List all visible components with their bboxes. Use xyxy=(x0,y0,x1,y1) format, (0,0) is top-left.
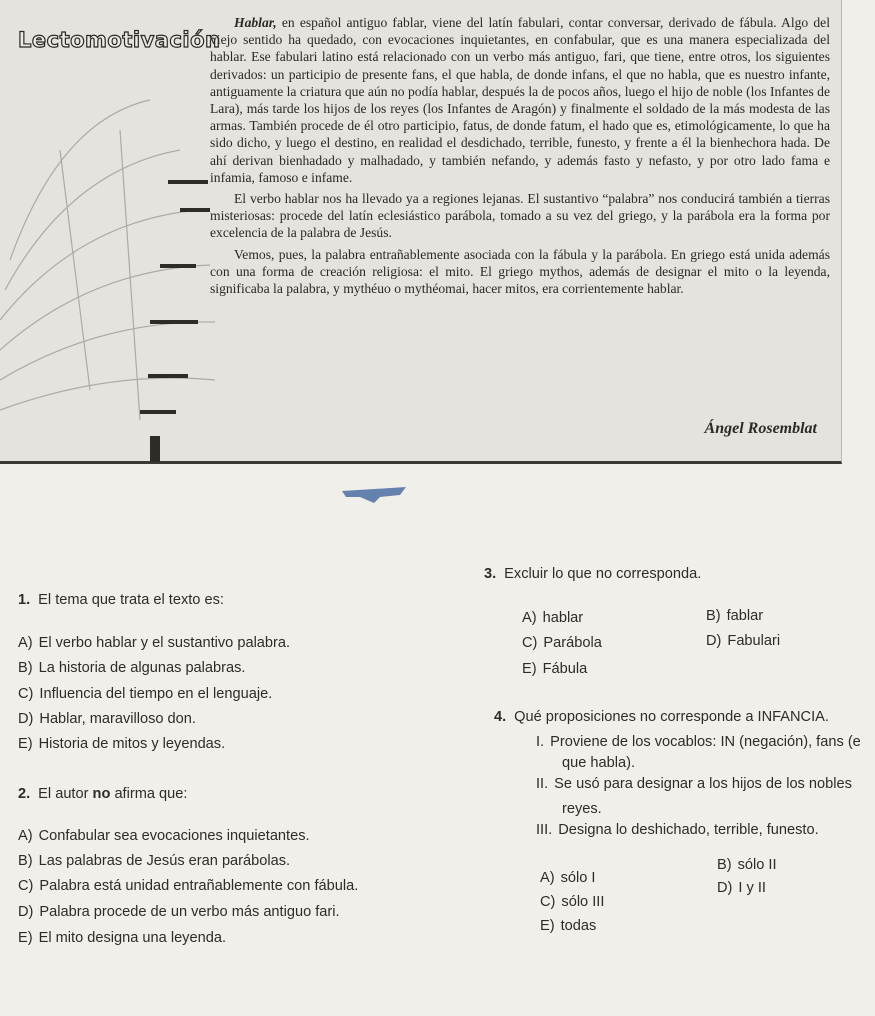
keyword-hablar: Hablar, xyxy=(234,15,277,30)
q4-statement-1-cont: que habla). xyxy=(562,755,636,771)
q4-statement-3: III. Designa lo deshichado, terrible, funesto. xyxy=(536,822,819,838)
q4-option-a[interactable]: A) sólo I xyxy=(540,870,596,886)
q2-option-b[interactable]: B) Las palabras de Jesús eran parábolas. xyxy=(18,853,291,869)
question-3 xyxy=(484,566,701,582)
section-title: Lectomotivación xyxy=(18,28,221,52)
question-1-title: 1. El tema que trata el texto es: xyxy=(18,592,224,608)
q3-option-b[interactable]: B) fablar xyxy=(706,608,764,624)
question-4-title: 4. Qué proposiciones no corresponde a INFANCIA. xyxy=(494,709,829,725)
question-1 xyxy=(18,592,224,608)
q3-option-d[interactable]: D) Fabulari xyxy=(706,633,781,649)
q4-statement-1: I. Proviene de los vocablos: IN (negación), fans (e xyxy=(536,734,861,750)
q2-option-e[interactable]: E) El mito designa una leyenda. xyxy=(18,930,227,946)
question-4 xyxy=(494,709,829,725)
q4-statement-2-cont: reyes. xyxy=(562,801,602,817)
q2-option-c[interactable]: C) Palabra está unidad entrañablemente con fábula. xyxy=(18,878,359,894)
q3-option-a[interactable]: A) hablar xyxy=(522,610,584,626)
q1-option-a[interactable]: A) El verbo hablar y el sustantivo palabra. xyxy=(18,635,291,651)
q1-option-c[interactable]: C) Influencia del tiempo en el lenguaje. xyxy=(18,686,273,702)
author-name: Ángel Rosemblat xyxy=(704,420,817,437)
q4-option-c[interactable]: C) sólo III xyxy=(540,894,605,910)
q4-option-d[interactable]: D) I y II xyxy=(717,880,766,896)
question-3-title: 3. Excluir lo que no corresponda. xyxy=(484,566,702,582)
question-2 xyxy=(18,786,187,802)
q2-option-d[interactable]: D) Palabra procede de un verbo más antiguo fari. xyxy=(18,904,340,920)
blue-decoration-mark xyxy=(340,485,410,505)
paragraph-1 xyxy=(210,14,830,186)
q4-option-e[interactable]: E) todas xyxy=(540,918,597,934)
q3-option-e[interactable]: E) Fábula xyxy=(522,661,588,677)
paragraph-1-text: en español antiguo fablar, viene del latín fabulari, contar conversar, derivado de fábula. Algo del viejo sentido ha quedado, con evocaciones inquietantes, en confabular, que es una manera especializada del hablar. Ese fabulari latino está relacionado con un verbo más antiguo, fari, que tiene, entre otros, los siguientes derivados: un participio de presente fans, el que habla, de donde infans, el que no habla, que es nuestro infante, antiguamente la criatura que aún no podía hablar, después la de pocos años, luego el hijo de noble (los Infantes de Lara), más tarde los hijos de los reyes (los Infantes de Aragón) y finalmente el soldado de la más modesta de las armas. También procede de él otro participio, fatus, de donde fatum, el hado que es, etimológicamente, lo que ha sido dicho, y luego el destino, en realidad el desdichado, terrible, funesto, y frente a él la bienhechora hada. De ahí derivan bienhadado y malhadado, y también nefando, y además fasto y nefasto, y por otro lado fama e infamia, famoso e infame. xyxy=(210,15,830,185)
q3-option-c[interactable]: C) Parábola xyxy=(522,635,602,651)
paragraph-2: El verbo hablar nos ha llevado ya a regiones lejanas. El sustantivo “palabra” nos conducirá también a tierras misteriosas: procede del latín eclesiástico parábola, tomado a su vez del griego, y la parábola era la forma por excelencia de la palabra de Jesús. xyxy=(210,191,830,241)
reading-text xyxy=(210,14,830,301)
paragraph-3: Vemos, pues, la palabra entrañablemente asociada con la fábula y la parábola. En griego está unida además con una forma de creación religiosa: el mito. El griego mythos, además de designar el mito o la leyenda, significaba la palabra, y mythéuo o mythéomai, hacer mitos, era corrientemente hablar. xyxy=(210,246,830,297)
q4-option-b[interactable]: B) sólo II xyxy=(717,857,777,873)
q1-option-e[interactable]: E) Historia de mitos y leyendas. xyxy=(18,736,226,752)
book-pages-decoration xyxy=(0,60,240,470)
q1-option-b[interactable]: B) La historia de algunas palabras. xyxy=(18,660,246,676)
q2-option-a[interactable]: A) Confabular sea evocaciones inquietantes. xyxy=(18,828,310,844)
q1-option-d[interactable]: D) Hablar, maravilloso don. xyxy=(18,711,196,727)
q4-statement-2: II. Se usó para designar a los hijos de los nobles xyxy=(536,776,852,792)
reading-box xyxy=(0,0,842,464)
question-2-title: 2. El autor no afirma que: xyxy=(18,786,188,802)
